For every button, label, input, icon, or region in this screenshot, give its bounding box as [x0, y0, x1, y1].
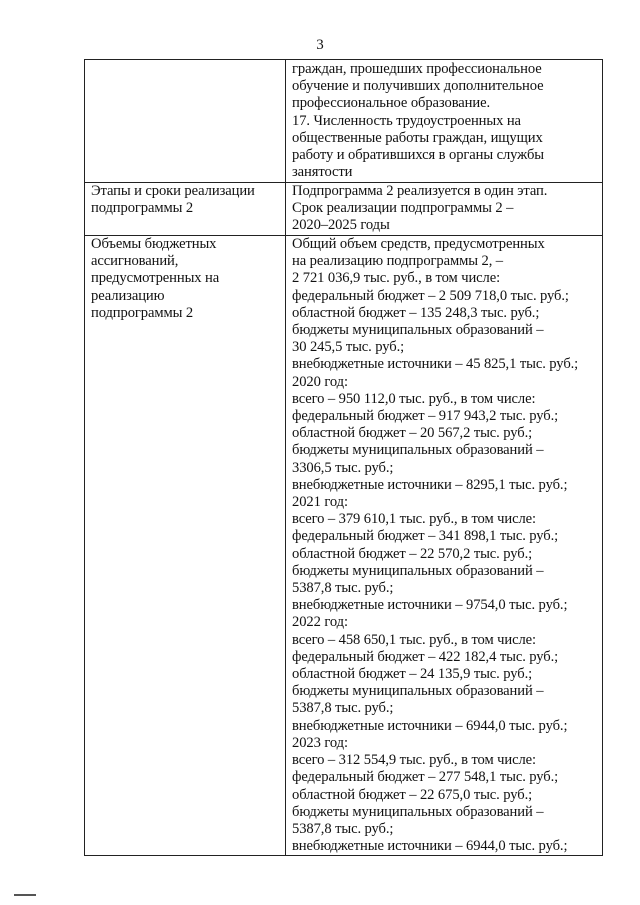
- cell-text-line: 5387,8 тыс. руб.;: [292, 580, 394, 597]
- cell-text-line: всего – 458 650,1 тыс. руб., в том числе:: [292, 631, 536, 648]
- cell-text-line: 2020–2025 годы: [292, 217, 390, 234]
- cell-text-line: Объемы бюджетных: [91, 236, 217, 252]
- cell-text-line: внебюджетные источники – 45 825,1 тыс. руб.;: [292, 356, 579, 373]
- cell-text-line: 30 245,5 тыс. руб.;: [292, 339, 405, 356]
- table-row: [85, 183, 603, 236]
- cell-text-line: федеральный бюджет – 277 548,1 тыс. руб.;: [292, 769, 559, 786]
- cell-text-line: 3306,5 тыс. руб.;: [292, 459, 394, 476]
- cell-text-line: граждан, прошедших профессиональное: [292, 61, 542, 77]
- cell-text-line: областной бюджет – 135 248,3 тыс. руб.;: [292, 304, 540, 321]
- cell-text-line: бюджеты муниципальных образований –: [292, 803, 544, 820]
- page-number: 3: [316, 37, 324, 53]
- row-value-cell: [286, 183, 603, 236]
- cell-text-line: федеральный бюджет – 917 943,2 тыс. руб.;: [292, 408, 559, 425]
- cell-text-line: бюджеты муниципальных образований –: [292, 562, 544, 579]
- row-label-cell: [85, 236, 286, 856]
- subprogram-passport-table: [84, 59, 603, 856]
- cell-text-line: всего – 312 554,9 тыс. руб., в том числе:: [292, 752, 536, 769]
- cell-text-line: на реализацию подпрограммы 2, –: [292, 253, 503, 270]
- cell-text-line: Срок реализации подпрограммы 2 –: [292, 200, 514, 217]
- cell-text-line: бюджеты муниципальных образований –: [292, 683, 544, 700]
- cell-text-line: федеральный бюджет – 422 182,4 тыс. руб.;: [292, 648, 559, 665]
- cell-text-line: работу и обратившихся в органы службы: [292, 147, 544, 164]
- cell-text-line: 2 721 036,9 тыс. руб., в том числе:: [292, 270, 501, 287]
- row-label-cell: [85, 183, 286, 236]
- cell-text-line: занятости: [292, 164, 353, 181]
- cell-text-line: областной бюджет – 20 567,2 тыс. руб.;: [292, 425, 533, 442]
- cell-text-line: реализацию: [91, 287, 165, 304]
- cell-text-line: областной бюджет – 22 570,2 тыс. руб.;: [292, 545, 533, 562]
- cell-text-line: внебюджетные источники – 6944,0 тыс. руб.;: [292, 838, 568, 855]
- cell-text-line: внебюджетные источники – 6944,0 тыс. руб.;: [292, 717, 568, 734]
- cell-text-line: Этапы и сроки реализации: [91, 183, 255, 199]
- cell-text-line: 2022 год:: [292, 614, 348, 631]
- cell-text-line: предусмотренных на: [91, 270, 220, 287]
- cell-text-line: обучение и получивших дополнительное: [292, 78, 544, 95]
- cell-text-line: всего – 379 610,1 тыс. руб., в том числе:: [292, 511, 536, 528]
- cell-text-line: всего – 950 112,0 тыс. руб., в том числе:: [292, 390, 536, 407]
- cell-text-line: федеральный бюджет – 2 509 718,0 тыс. руб.;: [292, 287, 569, 304]
- row-value-cell: [286, 60, 603, 183]
- cell-text-line: общественные работы граждан, ищущих: [292, 129, 543, 146]
- cell-text-line: областной бюджет – 24 135,9 тыс. руб.;: [292, 666, 533, 683]
- cell-text-line: внебюджетные источники – 8295,1 тыс. руб.;: [292, 476, 568, 493]
- cell-text-line: внебюджетные источники – 9754,0 тыс. руб.;: [292, 597, 568, 614]
- cell-text-line: 5387,8 тыс. руб.;: [292, 820, 394, 837]
- cell-text-line: ассигнований,: [91, 253, 179, 270]
- cell-text-line: 17. Численность трудоустроенных на: [292, 112, 521, 129]
- cell-text-line: бюджеты муниципальных образований –: [292, 322, 544, 339]
- cell-text-line: профессиональное образование.: [292, 95, 491, 112]
- cell-text-line: Общий объем средств, предусмотренных: [292, 236, 545, 252]
- scan-edge-mark: [14, 894, 36, 896]
- cell-text-line: 2020 год:: [292, 373, 348, 390]
- cell-text-line: подпрограммы 2: [91, 200, 194, 217]
- cell-text-line: федеральный бюджет – 341 898,1 тыс. руб.;: [292, 528, 559, 545]
- cell-text-line: бюджеты муниципальных образований –: [292, 442, 544, 459]
- row-label-cell: [85, 60, 286, 183]
- cell-text-line: Подпрограмма 2 реализуется в один этап.: [292, 183, 548, 199]
- cell-text-line: 2021 год:: [292, 494, 348, 511]
- table-row: [85, 60, 603, 183]
- row-value-cell: [286, 236, 603, 856]
- cell-text-line: подпрограммы 2: [91, 304, 194, 321]
- cell-text-line: областной бюджет – 22 675,0 тыс. руб.;: [292, 786, 533, 803]
- cell-text-line: 5387,8 тыс. руб.;: [292, 700, 394, 717]
- cell-text-line: 2023 год:: [292, 734, 348, 751]
- table-row: [85, 236, 603, 856]
